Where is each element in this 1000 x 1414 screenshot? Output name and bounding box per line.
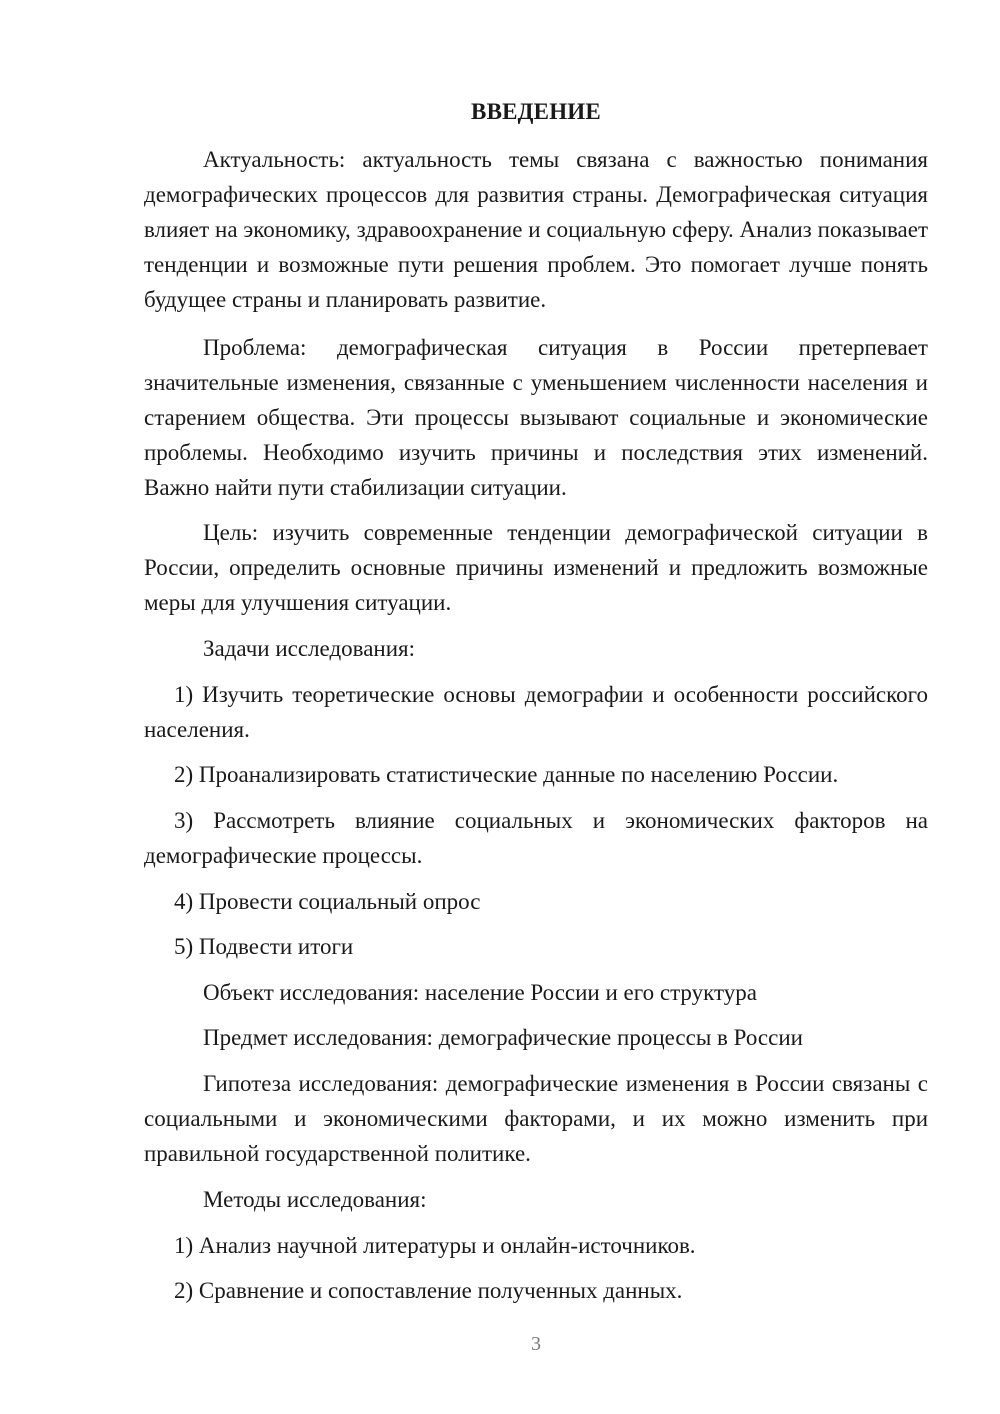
- page-number: 3: [531, 1333, 541, 1355]
- paragraph-relevance: Актуальность: актуальность темы связана с важностью понимания демографических процессов для развития страны. Демографическая ситуация влияет на экономику, здравоохранение и социальную сферу. Анализ показывает тенденции и возможные пути решения проблем. Это помогает лучше понять будущее страны и планировать развитие.: [144, 147, 928, 312]
- task-item-3: 3) Рассмотреть влияние социальных и экономических факторов на демографические процессы.: [144, 808, 928, 868]
- tasks-heading: Задачи исследования:: [203, 636, 416, 661]
- task-item-4: 4) Провести социальный опрос: [174, 889, 481, 914]
- section-heading: ВВЕДЕНИЕ: [471, 99, 601, 124]
- task-item-2: 2) Проанализировать статистические данные по населению России.: [174, 762, 839, 787]
- method-item-1: 1) Анализ научной литературы и онлайн-источников.: [174, 1233, 696, 1258]
- paragraph-problem: Проблема: демографическая ситуация в России претерпевает значительные изменения, связанные с уменьшением численности населения и старением общества. Эти процессы вызывают социальные и экономические проблемы. Необходимо изучить причины и последствия этих изменений. Важно найти пути стабилизации ситуации.: [144, 335, 928, 500]
- paragraph-hypothesis: Гипотеза исследования: демографические изменения в России связаны с социальными и экономическими факторами, и их можно изменить при правильной государственной политике.: [144, 1071, 928, 1166]
- paragraph-subject: Предмет исследования: демографические процессы в России: [203, 1025, 803, 1050]
- paragraph-goal: Цель: изучить современные тенденции демографической ситуации в России, определить основные причины изменений и предложить возможные меры для улучшения ситуации.: [144, 520, 928, 615]
- task-item-1: 1) Изучить теоретические основы демографии и особенности российского населения.: [144, 682, 928, 742]
- method-item-2: 2) Сравнение и сопоставление полученных данных.: [174, 1278, 683, 1303]
- paragraph-object: Объект исследования: население России и его структура: [203, 980, 757, 1005]
- methods-heading: Методы исследования:: [203, 1187, 427, 1212]
- task-item-5: 5) Подвести итоги: [174, 934, 354, 959]
